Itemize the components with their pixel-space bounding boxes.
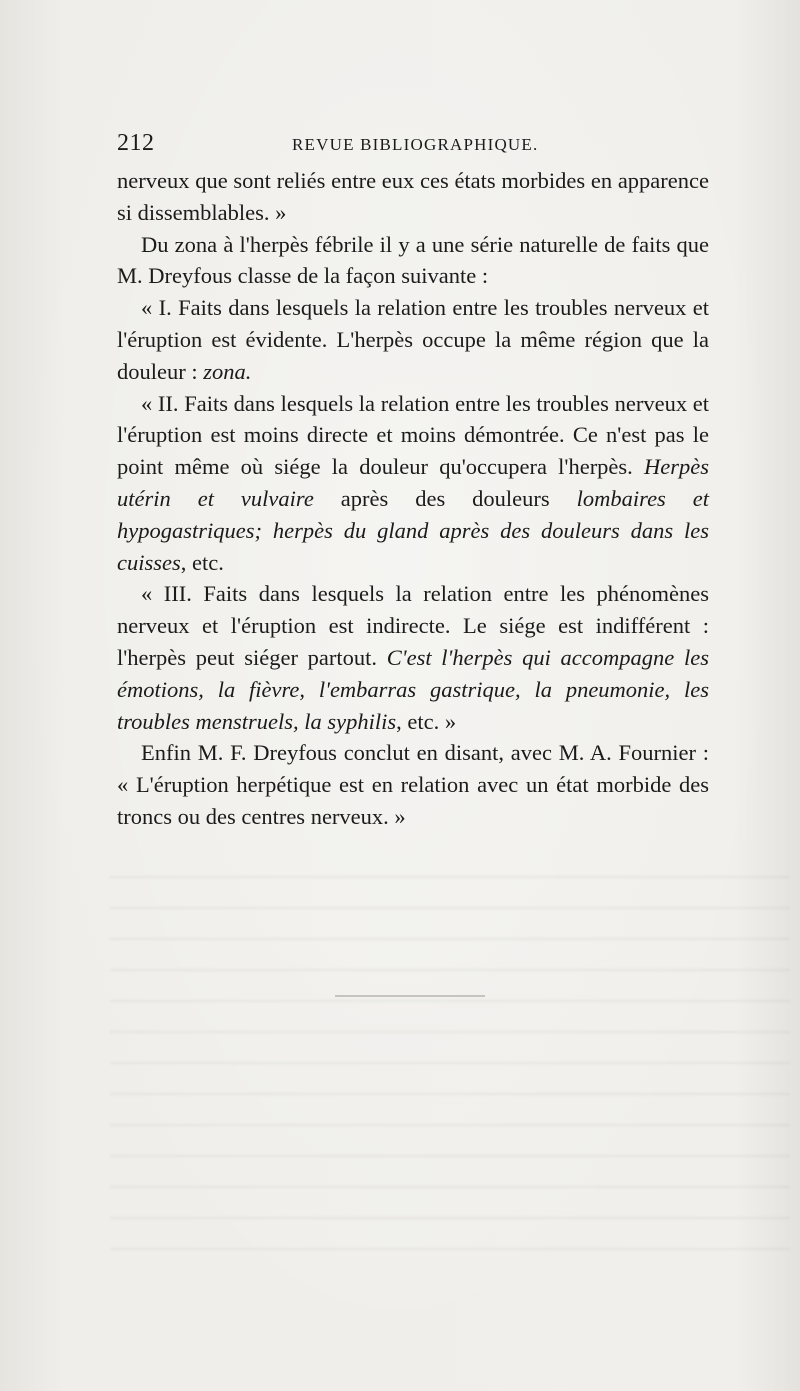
paragraph-5-text: « III. Faits dans lesquels la relation entre les phénomènes nerveux et l'éruption est indirecte. Le siége est indifférent : l'herpès peut siéger partout.	[117, 581, 709, 670]
paragraph-2: Du zona à l'herpès fébrile il y a une série naturelle de faits que M. Dreyfous classe de la façon suivante :	[117, 231, 709, 289]
paragraph-4-end: , etc.	[180, 549, 224, 575]
paragraph-1: nerveux que sont reliés entre eux ces états morbides en apparence si dissemblables. »	[117, 168, 709, 225]
paragraph-6: Enfin M. F. Dreyfous conclut en disant, avec M. A. Fournier : « L'éruption herpétique est en relation avec un état morbide des troncs ou des centres nerveux. »	[117, 740, 709, 829]
paragraph-3-italic: zona.	[203, 358, 252, 384]
paragraph-5-end: , etc. »	[396, 708, 457, 734]
paragraph-5	[117, 578, 709, 737]
paragraph-4-mid: après des douleurs	[313, 485, 577, 511]
paragraph-4-text: « II. Faits dans lesquels la relation entre les troubles nerveux et l'éruption est moins directe et moins démontrée. Ce n'est pas le point même où siége la douleur qu'occupera l'herpès.	[117, 390, 709, 480]
paragraph-3-text: « I. Faits dans lesquels la relation entre les troubles nerveux et l'éruption est évidente. L'herpès occupe la même région que la douleur :	[117, 295, 709, 384]
page-number: 212	[117, 130, 155, 156]
running-head: REVUE BIBLIOGRAPHIQUE.	[292, 135, 539, 154]
show-through-rule	[335, 995, 485, 997]
body-text	[117, 165, 709, 833]
show-through-text	[110, 850, 790, 1250]
paragraph-3	[117, 292, 709, 387]
paragraph-4	[117, 388, 709, 579]
paragraph-4-italic-1: Herpès utérin et vulvaire	[117, 454, 709, 511]
page-header	[117, 130, 709, 156]
paragraph-4-italic-2: lombaires et hypogastriques; herpès du gland après des douleurs dans les cuisses	[117, 485, 710, 575]
paragraph-5-italic: C'est l'herpès qui accompagne les émotions, la fièvre, l'embarras gastrique, la pneumonie, les troubles menstruels, la syphilis	[117, 644, 709, 734]
